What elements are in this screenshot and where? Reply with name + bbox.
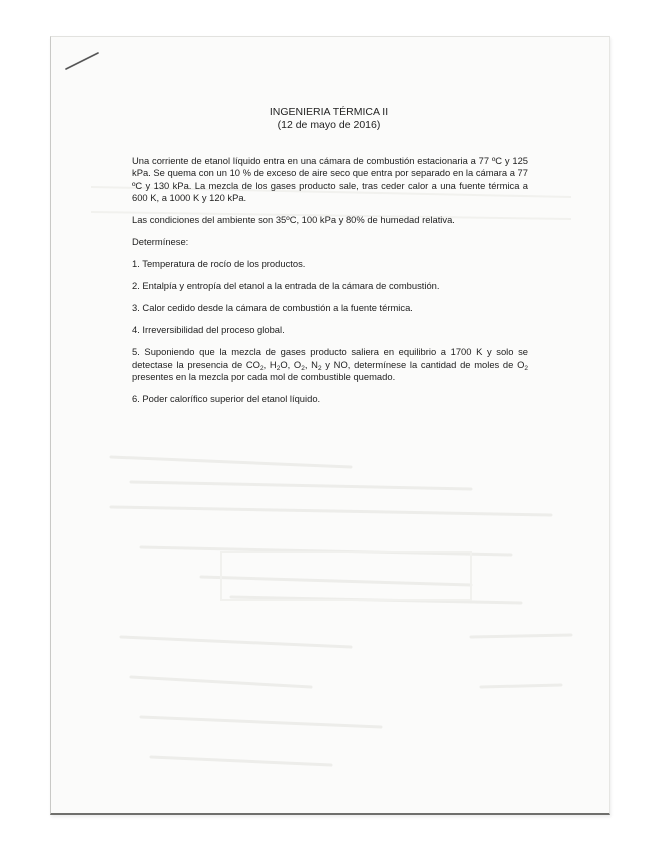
problem-statement <box>132 155 528 415</box>
intro-paragraph: Una corriente de etanol líquido entra en una cámara de combustión estacionaria a 77 ºC y 125 kPa. Se quema con un 10 % de exceso de aire seco que entra por separado en la cámara a 77 ºC y 130 kPa. La mezcla de los gases producto sale, tras ceder calor a una fuente térmica a 600 K, a 1000 K y 120 kPa. <box>132 155 528 204</box>
show-through-marks <box>51 37 609 813</box>
question-6: 6. Poder calorífico superior del etanol líquido. <box>132 393 321 405</box>
exam-title: INGENIERIA TÉRMICA II <box>269 106 389 118</box>
question-2: 2. Entalpía y entropía del etanol a la entrada de la cámara de combustión. <box>132 280 440 292</box>
exam-sheet <box>50 36 610 815</box>
determine-heading: Determínese: <box>132 236 189 248</box>
ambient-conditions: Las condiciones del ambiente son 35ºC, 100 kPa y 80% de humedad relativa. <box>132 214 455 226</box>
question-1: 1. Temperatura de rocío de los productos. <box>132 258 306 270</box>
exam-date: (12 de mayo de 2016) <box>277 119 381 131</box>
question-5: 5. Suponiendo que la mezcla de gases producto saliera en equilibrio a 1700 K y solo se detectase la presencia de $CO_2$, $H_2O$, $O_2$, $N_2$ y NO, determínese la cantidad de moles de $O_2$ presentes en la mezcla por cada mol de combustible quemado. <box>132 346 528 383</box>
question-4: 4. Irreversibilidad del proceso global. <box>132 324 285 336</box>
question-3: 3. Calor cedido desde la cámara de combustión a la fuente térmica. <box>132 302 413 314</box>
